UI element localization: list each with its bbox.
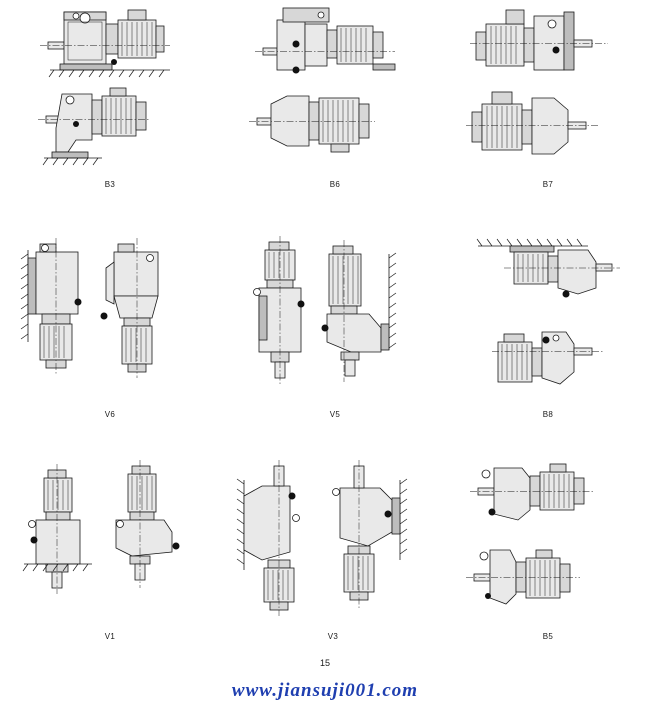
figure-V6 bbox=[10, 232, 210, 422]
figure-B8-drawing bbox=[448, 232, 648, 407]
figure-B3 bbox=[10, 2, 210, 192]
figure-label-V6: V6 bbox=[104, 410, 116, 419]
watermark: www.jiansuji001.com bbox=[231, 680, 419, 701]
figure-B8 bbox=[448, 232, 648, 422]
figure-label-B7: B7 bbox=[542, 180, 554, 189]
figure-V5 bbox=[235, 232, 435, 422]
figure-B7-drawing bbox=[448, 2, 648, 177]
figure-label-V1: V1 bbox=[104, 632, 116, 641]
figure-B3-drawing bbox=[10, 2, 210, 177]
figure-V3-drawing bbox=[228, 452, 438, 632]
figure-label-B6: B6 bbox=[329, 180, 341, 189]
figure-B6-drawing bbox=[235, 2, 435, 177]
figure-B7 bbox=[448, 2, 648, 192]
figure-V1 bbox=[10, 452, 210, 647]
figure-V6-drawing bbox=[10, 232, 210, 407]
figure-B5 bbox=[448, 452, 648, 647]
page-number: 15 bbox=[319, 658, 330, 668]
figure-B6 bbox=[235, 2, 435, 192]
figure-V3 bbox=[228, 452, 438, 647]
figure-label-B8: B8 bbox=[542, 410, 554, 419]
figure-B5-drawing bbox=[448, 452, 648, 632]
figure-label-V3: V3 bbox=[327, 632, 339, 641]
figure-V5-drawing bbox=[235, 232, 435, 407]
figure-label-V5: V5 bbox=[329, 410, 341, 419]
figure-label-B3: B3 bbox=[104, 180, 116, 189]
figure-label-B5: B5 bbox=[542, 632, 554, 641]
figure-V1-drawing bbox=[10, 452, 210, 632]
